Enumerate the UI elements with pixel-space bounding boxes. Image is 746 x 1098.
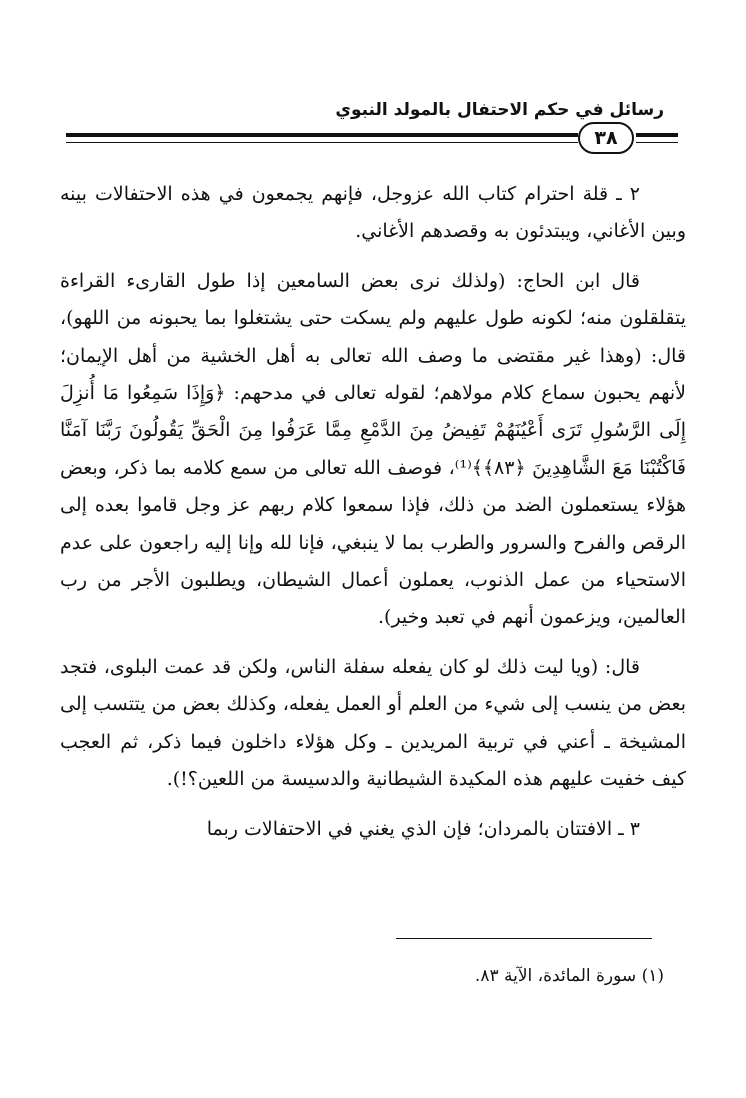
footnote: (١) سورة المائدة، الآية ٨٣. xyxy=(474,966,664,986)
main-text xyxy=(60,176,686,848)
header-rule-right-thin xyxy=(636,142,678,143)
page-number: ٣٨ xyxy=(578,122,634,154)
footnote-separator xyxy=(396,938,652,939)
paragraph-item-2: ٢ ـ قلة احترام كتاب الله عزوجل، فإنهم يجمعون في هذه الاحتفالات بينه وبين الأغاني، ويبتدئون به وقصدهم الأغاني. xyxy=(60,183,686,243)
header-rule-thin xyxy=(66,142,578,143)
header-rule-thick xyxy=(66,133,578,137)
paragraph-item-3: ٣ ـ الافتتان بالمردان؛ فإن الذي يغني في الاحتفالات ربما xyxy=(206,817,640,840)
paragraph-continued-quote: قال: (ويا ليت ذلك لو كان يفعله سفلة الناس، ولكن قد عمت البلوى، فتجد بعض من ينسب إلى شيء من العلم أو العمل يفعله، وكذلك بعض من يتتسب إلى المشيخة ـ أعني في تربية المريدين ـ وكل هؤلاء داخلون فيما ذكر، ثم العجب كيف خفيت عليهم هذه المكيدة الشيطانية والدسيسة من اللعين؟!). xyxy=(60,655,686,791)
header-rule-right-thick xyxy=(636,133,678,137)
running-header-title: رسائل في حكم الاحتفال بالمولد النبوي xyxy=(335,100,664,120)
paragraph-ibn-alhajj: قال ابن الحاج: (ولذلك نرى بعض السامعين إذا طول القارىء القراءة يتقلقلون منه؛ لكونه طول عليهم ولم يسكت حتى يشتغلوا بما يحبونه من اللهو)، قال: (وهذا غير مقتضى ما وصف الله تعالى به أهل الخشية من أهل الإيمان؛ لأنهم يحبون سماع كلام مولاهم؛ لقوله تعالى في مدحهم: ﴿وَإِذَا سَمِعُوا مَا أُنزِلَ إِلَى الرَّسُولِ تَرَى أَعْيُنَهُمْ تَفِيضُ مِنَ الدَّمْعِ مِمَّا عَرَفُوا مِنَ الْحَقِّ يَقُولُونَ رَبَّنَا آمَنَّا فَاكْتُبْنَا مَعَ الشَّاهِدِينَ ﴿٨٣﴾﴾⁽¹⁾، فوصف الله تعالى من سمع كلامه بما ذكر، وبعض هؤلاء يستعملون الضد من ذلك، فإذا سمعوا كلام ربهم عز وجل قاموا بعده إلى الرقص والفرح والسرور والطرب بما لا ينبغي، فإنا لله وإنا إليه راجعون على عدم الاستحياء من عمل الذنوب، يعملون أعمال الشيطان، ويطلبون الأجر من رب العالمين، ويزعمون أنهم في تعبد وخير). xyxy=(60,269,686,629)
